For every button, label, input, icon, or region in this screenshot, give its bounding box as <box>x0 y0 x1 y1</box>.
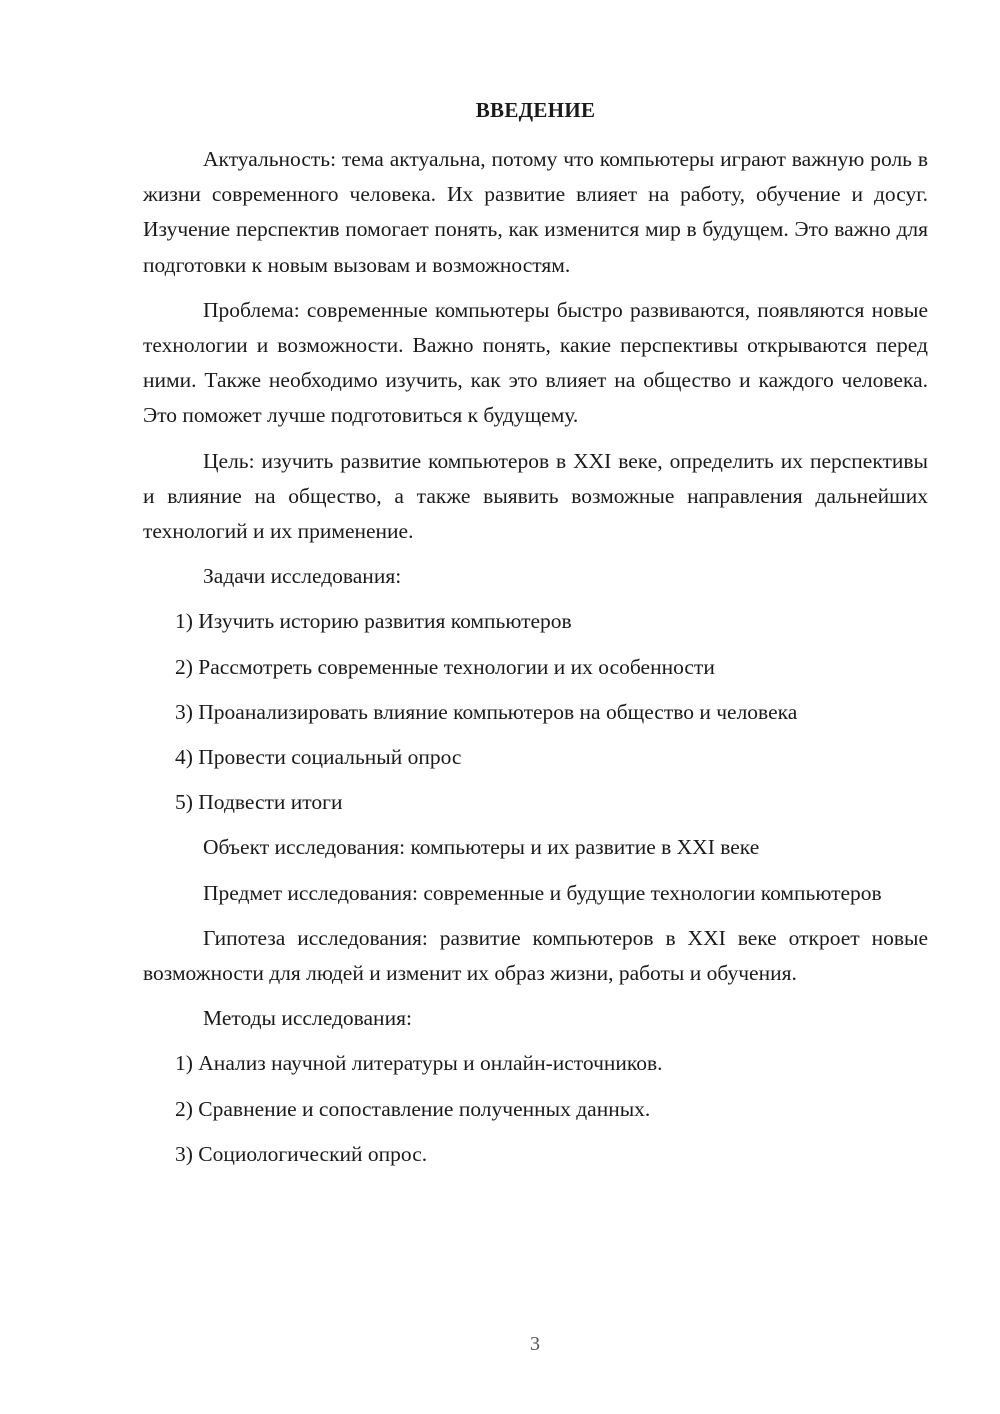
relevance-paragraph: Актуальность: тема актуальна, потому что компьютеры играют важную роль в жизни современного человека. Их развитие влияет на работу, обучение и досуг. Изучение перспектив помогает понять, как изменится мир в будущем. Это важно для подготовки к новым вызовам и возможностям. <box>143 147 928 277</box>
document-body <box>143 142 928 1182</box>
task-item: 3) Проанализировать влияние компьютеров на общество и человека <box>175 699 798 724</box>
methods-label: Методы исследования: <box>203 1006 412 1031</box>
page-title: ВВЕДЕНИЕ <box>475 98 596 122</box>
subject-paragraph: Предмет исследования: современные и будущие технологии компьютеров <box>203 880 882 905</box>
object-paragraph: Объект исследования: компьютеры и их развитие в XXI веке <box>203 835 760 860</box>
problem-paragraph: Проблема: современные компьютеры быстро развиваются, появляются новые технологии и возможности. Важно понять, какие перспективы открываются перед ними. Также необходимо изучить, как это влияет на общество и каждого человека. Это поможет лучше подготовиться к будущему. <box>143 297 928 428</box>
task-item: 1) Изучить историю развития компьютеров <box>175 609 572 634</box>
page-number: 3 <box>530 1333 540 1355</box>
task-item: 4) Провести социальный опрос <box>175 745 462 770</box>
tasks-label: Задачи исследования: <box>203 564 402 589</box>
goal-paragraph: Цель: изучить развитие компьютеров в XXI веке, определить их перспективы и влияние на общество, а также выявить возможные направления дальнейших технологий и их применение. <box>143 448 928 544</box>
task-item: 5) Подвести итоги <box>175 790 343 815</box>
method-item: 2) Сравнение и сопоставление полученных данных. <box>175 1096 651 1121</box>
task-item: 2) Рассмотреть современные технологии и их особенности <box>175 654 715 679</box>
hypothesis-paragraph: Гипотеза исследования: развитие компьютеров в XXI веке откроет новые возможности для людей и изменит их образ жизни, работы и обучения. <box>143 925 928 986</box>
method-item: 1) Анализ научной литературы и онлайн-источников. <box>175 1051 663 1076</box>
method-item: 3) Социологический опрос. <box>175 1141 428 1166</box>
